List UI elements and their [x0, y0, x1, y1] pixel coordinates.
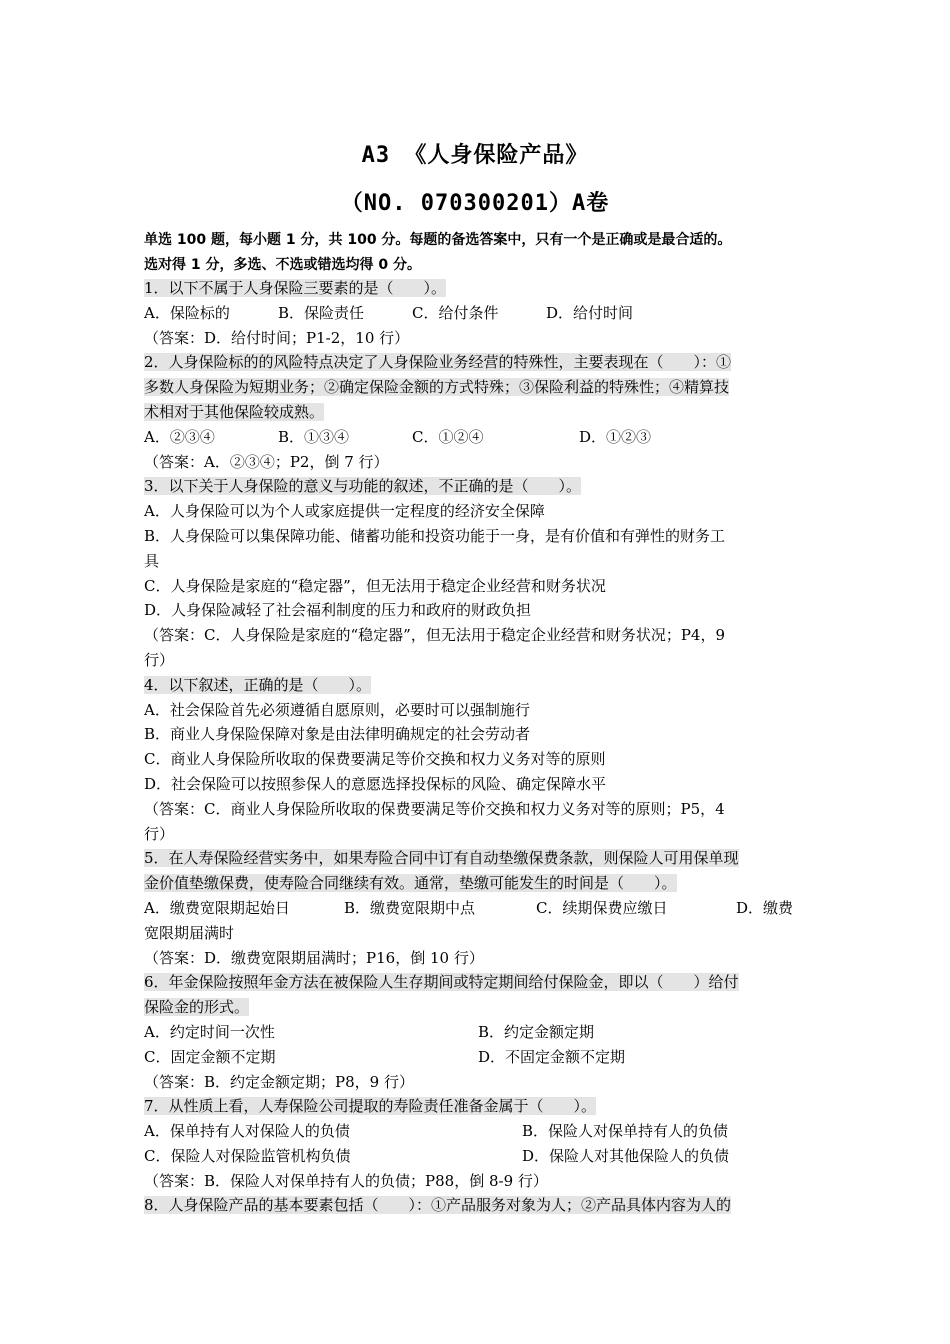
option-a: A．约定时间一次性 [144, 1022, 275, 1041]
option-c: C．固定金额不定期 [144, 1047, 276, 1066]
question-1 [144, 276, 814, 301]
option-c: C．人身保险是家庭的“稳定器”，但无法用于稳定企业经营和财务状况 [144, 576, 606, 595]
answer: （答案：C．商业人身保险所收取的保费要满足等价交换和权力义务对等的原则；P5，4 [144, 799, 725, 818]
option-a: A．保单持有人对保险人的负债 [144, 1122, 350, 1141]
option-d-continued: 宽限期届满时 [144, 923, 235, 942]
question-stem: 1．以下不属于人身保险三要素的是（ ）。 [144, 279, 447, 297]
option-a: A．保险标的 [144, 303, 230, 322]
question-stem: 金价值垫缴保费，使寿险合同继续有效。通常，垫缴可能发生的时间是（ ）。 [144, 874, 677, 893]
question-stem: 保险金的形式。 [144, 998, 250, 1017]
option-d: D．人身保险减轻了社会福利制度的压力和政府的财政负担 [144, 601, 532, 620]
options-row [144, 425, 814, 450]
question-stem: 5．在人寿保险经营实务中，如果寿险合同中订有自动垫缴保费条款，则保险人可用保单现 [144, 849, 739, 868]
option-c: C．续期保费应缴日 [536, 898, 668, 917]
option-d: D．①②③ [579, 427, 652, 446]
question-stem: 术相对于其他保险较成熟。 [144, 402, 325, 421]
question-5 [144, 846, 814, 896]
options-row [144, 896, 814, 921]
option-c: C．①②④ [412, 427, 484, 446]
question-stem: 7．从性质上看，人寿保险公司提取的寿险责任准备金属于（ ）。 [144, 1097, 597, 1116]
answer: （答案：A．②③④；P2，倒 7 行） [144, 452, 389, 471]
option-d: D．不固定金额不定期 [478, 1047, 626, 1066]
option-b: B．保险责任 [278, 303, 365, 322]
question-stem: 8．人身保险产品的基本要素包括（ ）：①产品服务对象为人；②产品具体内容为人的 [144, 1196, 732, 1215]
question-stem: 多数人身保险为短期业务；②确定保险金额的方式特殊；③保险利益的特殊性；④精算技 [144, 378, 730, 397]
question-list [144, 276, 814, 1218]
option-b-continued: 具 [144, 551, 160, 570]
options-row [144, 1020, 814, 1045]
options-row [144, 301, 814, 326]
option-a: A．缴费宽限期起始日 [144, 898, 290, 917]
option-b: B．商业人身保险保障对象是由法律明确规定的社会劳动者 [144, 725, 531, 744]
instruction-line: 单选 100 题，每小题 1 分，共 100 分。每题的备选答案中，只有一个是正确或是最合适的。 [144, 232, 732, 248]
question-6 [144, 970, 814, 1020]
answer-continued: 行） [144, 650, 175, 669]
question-4 [144, 673, 814, 698]
option-a: A．社会保险首先必须遵循自愿原则，必要时可以强制施行 [144, 700, 530, 719]
question-8 [144, 1193, 814, 1218]
answer-continued: 行） [144, 824, 175, 843]
answer: （答案：D．给付时间；P1-2，10 行） [144, 328, 410, 347]
option-d: D．保险人对其他保险人的负债 [522, 1146, 730, 1165]
question-3 [144, 474, 814, 499]
option-a: A．人身保险可以为个人或家庭提供一定程度的经济安全保障 [144, 502, 545, 521]
answer: （答案：B．约定金额定期；P8，9 行） [144, 1072, 414, 1091]
answer: （答案：C．人身保险是家庭的“稳定器”，但无法用于稳定企业经营和财务状况；P4，9 [144, 626, 725, 645]
question-stem: 3．以下关于人身保险的意义与功能的叙述，不正确的是（ ）。 [144, 477, 582, 496]
option-d: D．社会保险可以按照参保人的意愿选择投保标的风险、确定保障水平 [144, 774, 607, 793]
options-row [144, 1045, 814, 1070]
options-row [144, 1119, 814, 1144]
option-d: D．缴费 [736, 898, 794, 917]
answer: （答案：D．缴费宽限期届满时；P16，倒 10 行） [144, 948, 484, 967]
option-c: C．保险人对保险监管机构负债 [144, 1146, 351, 1165]
instruction-line: 选对得 1 分，多选、不选或错选均得 0 分。 [144, 257, 421, 273]
option-b: B．约定金额定期 [478, 1022, 595, 1041]
option-d: D．给付时间 [546, 303, 634, 322]
option-a: A．②③④ [144, 427, 215, 446]
answer: （答案：B．保险人对保单持有人的负债；P88，倒 8-9 行） [144, 1171, 548, 1190]
document-title: A3 《人身保险产品》 [361, 143, 589, 168]
question-stem: 4．以下叙述，正确的是（ ）。 [144, 675, 372, 694]
option-b: B．缴费宽限期中点 [344, 898, 476, 917]
option-b: B．保险人对保单持有人的负债 [522, 1122, 729, 1141]
option-b: B．人身保险可以集保障功能、储蓄功能和投资功能于一身，是有价值和有弹性的财务工 [144, 526, 726, 545]
document-subtitle: （NO. 070300201）A卷 [340, 191, 610, 216]
option-b: B．①③④ [278, 427, 350, 446]
option-c: C．给付条件 [412, 303, 499, 322]
instructions [144, 228, 824, 278]
question-stem: 2．人身保险标的的风险特点决定了人身保险业务经营的特殊性，主要表现在（ ）：① [144, 353, 732, 372]
question-2 [144, 350, 814, 424]
option-c: C．商业人身保险所收取的保费要满足等价交换和权力义务对等的原则 [144, 750, 606, 769]
question-stem: 6．年金保险按照年金方法在被保险人生存期间或特定期间给付保险金，即以（ ）给付 [144, 973, 739, 992]
options-row [144, 1144, 814, 1169]
question-7 [144, 1094, 814, 1119]
